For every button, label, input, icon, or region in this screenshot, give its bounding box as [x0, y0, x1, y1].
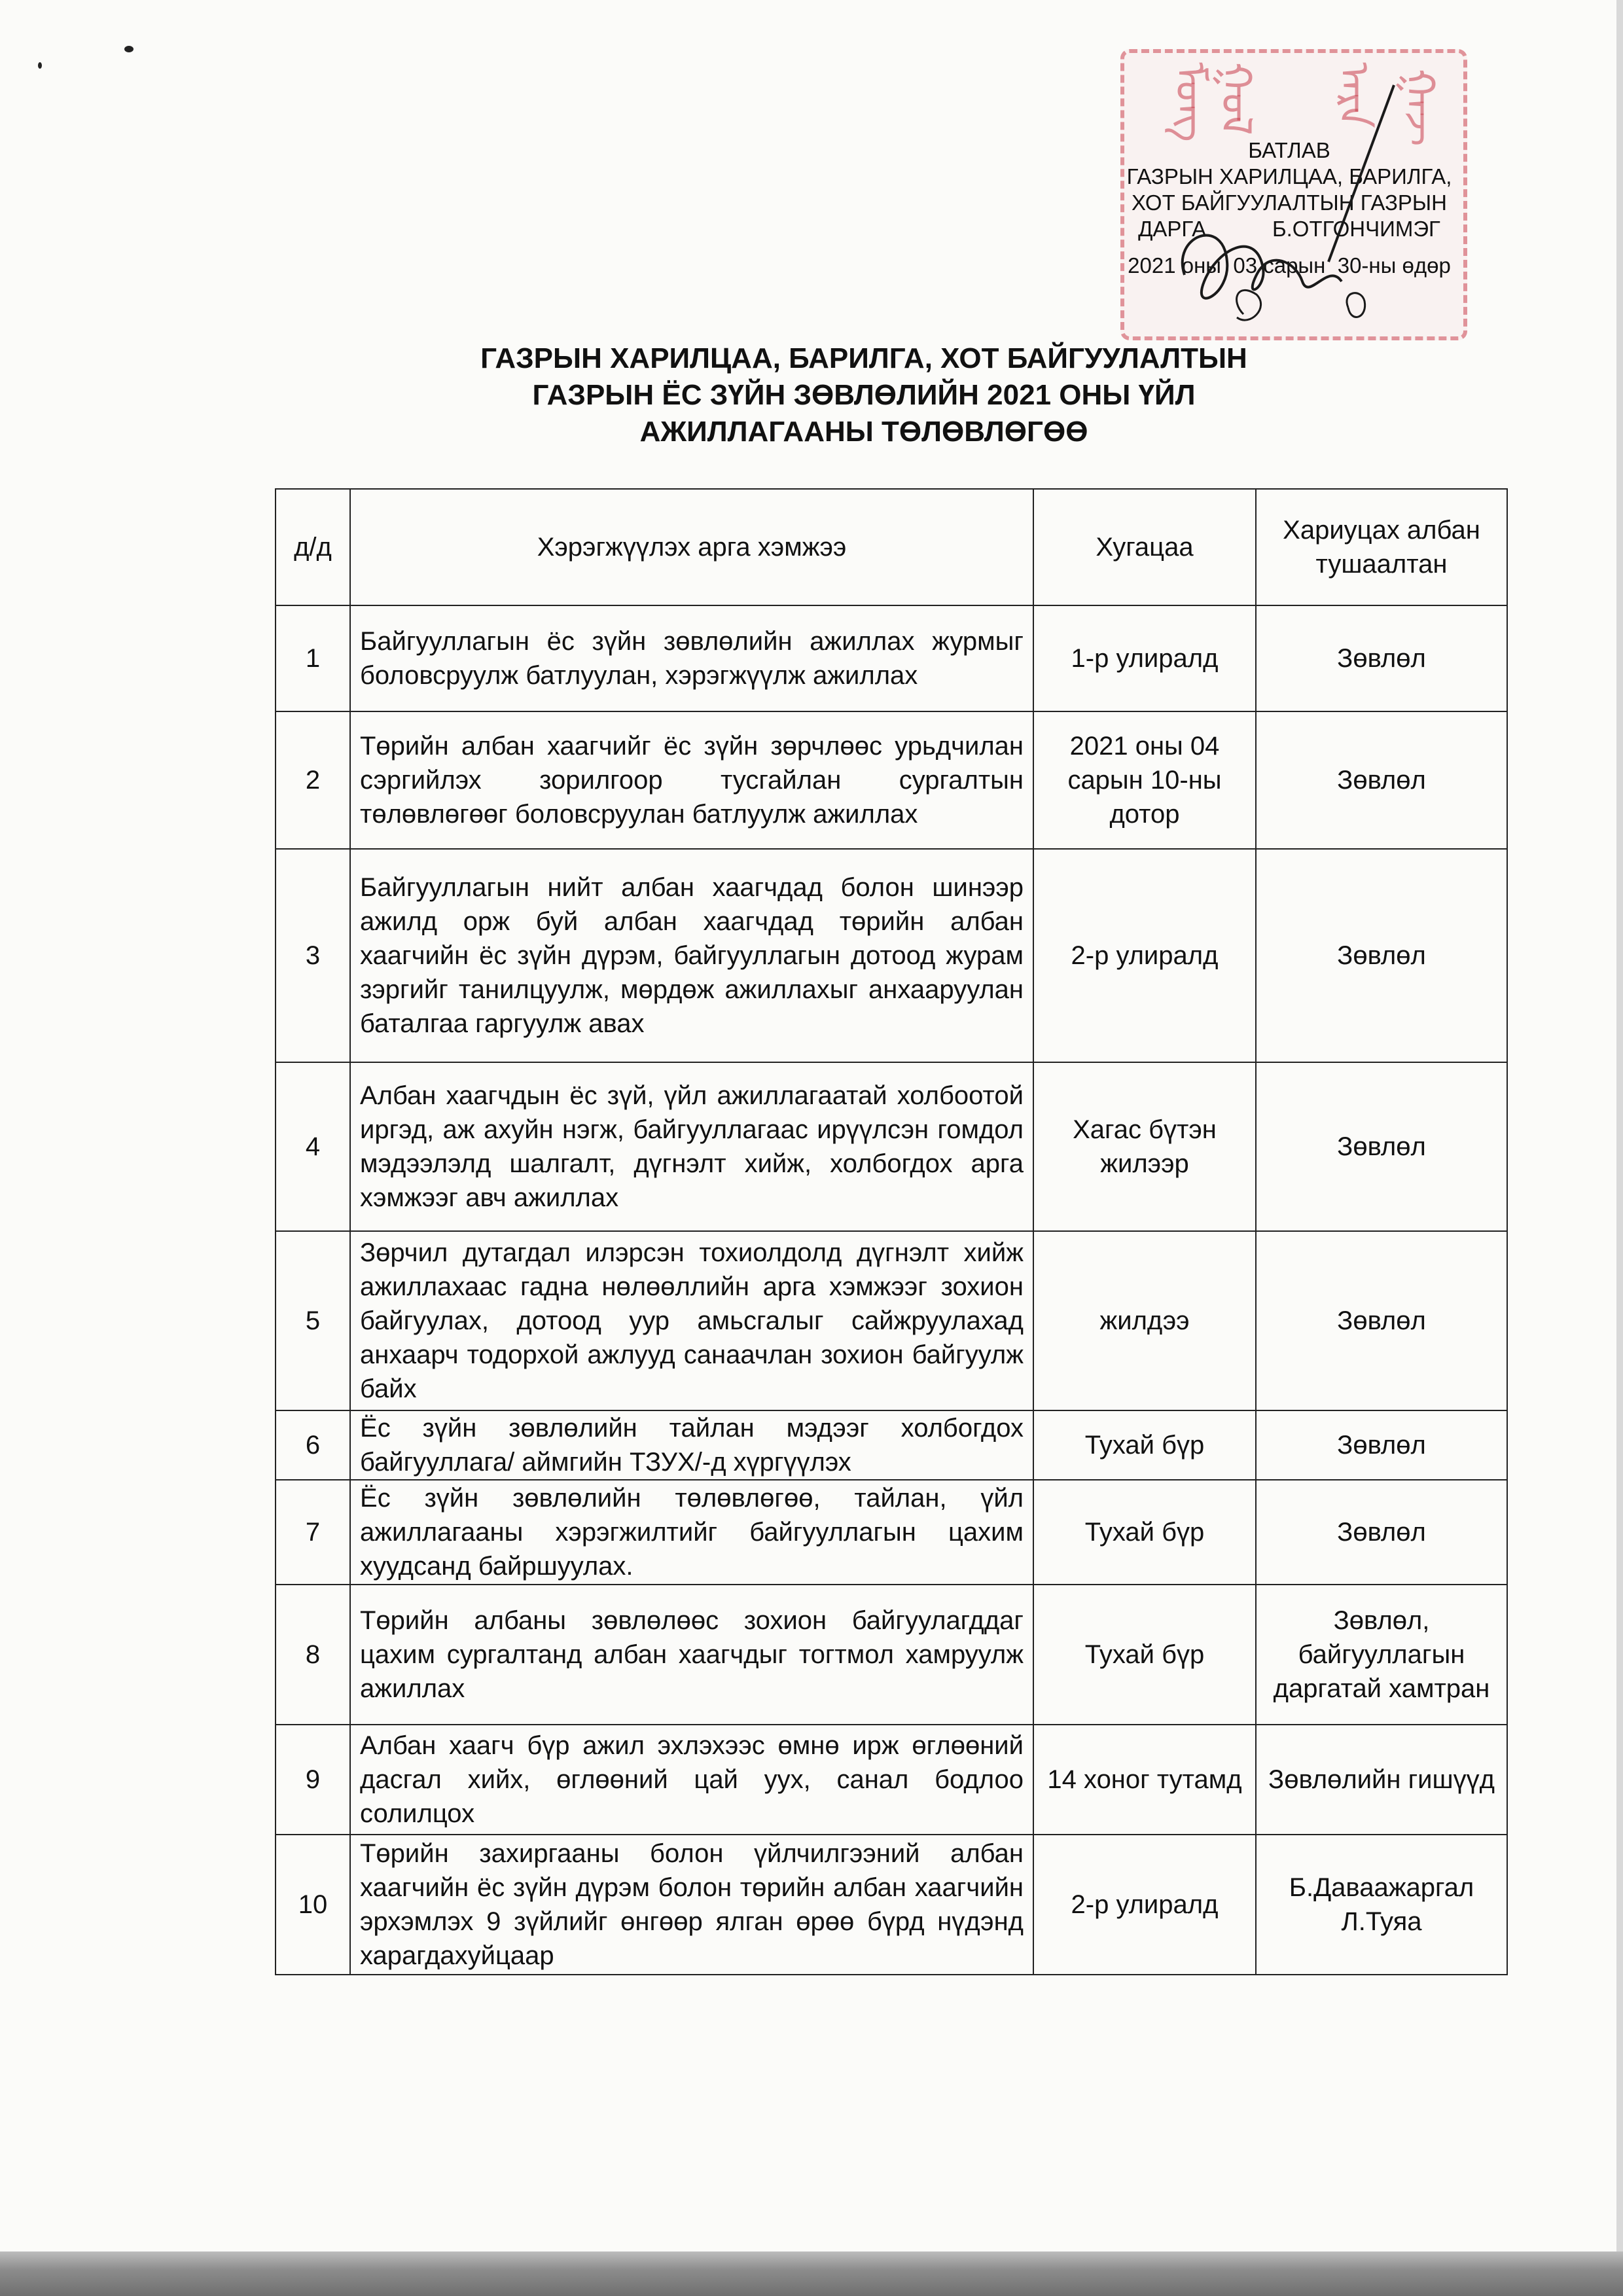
row-responsible: Зөвлөл, байгууллагын даргатай хамтран [1256, 1585, 1507, 1725]
row-action: Албан хаагч бүр ажил эхлэхээс өмнө ирж өглөөний дасгал хийх, өглөөний цай уух, санал бодлоо солилцох [350, 1725, 1033, 1835]
row-action: Байгууллагын ёс зүйн зөвлөлийн ажиллах журмыг боловсруулж батлуулан, хэрэгжүүлж ажиллах [350, 605, 1033, 711]
table-row [276, 711, 1507, 849]
table-row [276, 1062, 1507, 1231]
row-action: Албан хаагчдын ёс зүй, үйл ажиллагаатай холбоотой иргэд, аж ахуйн нэгж, байгууллагаас ирүүлсэн гомдол мэдээлэлд шалгалт, дүгнэлт хийж, холбогдох арга хэмжээг авч ажиллах [350, 1062, 1033, 1231]
row-num: 6 [276, 1410, 350, 1480]
document-title [366, 340, 1361, 450]
row-due: жилдээ [1033, 1231, 1256, 1410]
row-action: Ёс зүйн зөвлөлийн тайлан мэдээг холбогдох байгууллага/ аймгийн ТЗУХ/-д хүргүүлэх [350, 1410, 1033, 1480]
row-responsible: Зөвлөлийн гишүүд [1256, 1725, 1507, 1835]
row-due: 2-р улиралд [1033, 1835, 1256, 1975]
row-num: 10 [276, 1835, 350, 1975]
row-responsible: Зөвлөл [1256, 849, 1507, 1062]
row-num: 3 [276, 849, 350, 1062]
approval-block [1080, 137, 1499, 279]
scan-speck [38, 62, 42, 69]
row-responsible: Зөвлөл [1256, 605, 1507, 711]
row-num: 7 [276, 1480, 350, 1585]
row-due: Тухай бүр [1033, 1585, 1256, 1725]
scan-speck [124, 46, 134, 52]
plan-table [275, 488, 1508, 1975]
scan-edge-right [1616, 0, 1623, 2251]
table-row [276, 605, 1507, 711]
table-row [276, 1480, 1507, 1585]
row-due: Хагас бүтэн жилээр [1033, 1062, 1256, 1231]
row-action: Төрийн албан хаагчийг ёс зүйн зөрчлөөс урьдчилан сэргийлэх зорилгоор тусгайлан сургалтын төлөвлөгөөг боловсруулан батлуулж ажиллах [350, 711, 1033, 849]
approval-signer: ДАРГА Б.ОТГОНЧИМЭГ [1138, 217, 1440, 241]
row-action: Зөрчил дутагдал илэрсэн тохиолдолд дүгнэлт хийж ажиллахаас гадна нөлөөллийн арга хэмжээг зохион байгуулах, дотоод уур амьсгалыг сайжруулахад анхаарч тодорхой ажлууд санаачлан зохион байгуулж байх [350, 1231, 1033, 1410]
row-num: 4 [276, 1062, 350, 1231]
row-action: Ёс зүйн зөвлөлийн төлөвлөгөө, тайлан, үйл ажиллагааны хэрэгжилтийг байгууллагын цахим хуудсанд байршуулах. [350, 1480, 1033, 1585]
row-responsible: Б.Даваажаргал Л.Туяа [1256, 1835, 1507, 1975]
row-action: Төрийн захиргааны болон үйлчилгээний албан хаагчийн ёс зүйн дүрэм болон төрийн албан хаагчийн эрхэмлэх 9 зүйлийг өнгөөр ялган өрөө бүрд нүдэнд харагдахуйцаар [350, 1835, 1033, 1975]
row-num: 8 [276, 1585, 350, 1725]
stamp-script-mark: ᠭᠠᠵ [1395, 69, 1443, 147]
row-responsible: Зөвлөл [1256, 1480, 1507, 1585]
title-line: ГАЗРЫН ХАРИЛЦАА, БАРИЛГА, ХОТ БАЙГУУЛАЛТЫН [480, 342, 1247, 374]
row-action: Байгууллагын нийт албан хаагчдад болон шинээр ажилд орж буй албан хаагчдад төрийн албан хаагчийн ёс зүйн дүрэм, байгууллагын дотоод журам зэргийг танилцуулж, мөрдөж ажиллахыг анхааруулан баталгаа гаргуулж авах [350, 849, 1033, 1062]
row-due: 14 хоног тутамд [1033, 1725, 1256, 1835]
row-num: 2 [276, 711, 350, 849]
table-row [276, 1231, 1507, 1410]
row-num: 9 [276, 1725, 350, 1835]
row-due: 2-р улиралд [1033, 849, 1256, 1062]
header-action: Хэрэгжүүлэх арга хэмжээ [350, 489, 1033, 605]
row-due: Тухай бүр [1033, 1410, 1256, 1480]
header-responsible: Хариуцах албан тушаалтан [1256, 489, 1507, 605]
table-row [276, 1725, 1507, 1835]
title-line: АЖИЛЛАГААНЫ ТӨЛӨВЛӨГӨӨ [639, 416, 1088, 448]
stamp-script-mark: ᠠᠷᠠ [1329, 62, 1378, 128]
row-responsible: Зөвлөл [1256, 1062, 1507, 1231]
row-responsible: Зөвлөл [1256, 1410, 1507, 1480]
row-due: Тухай бүр [1033, 1480, 1256, 1585]
table-row [276, 1410, 1507, 1480]
plan-table-wrapper [275, 488, 1507, 1975]
row-responsible: Зөвлөл [1256, 711, 1507, 849]
table-row [276, 849, 1507, 1062]
row-num: 1 [276, 605, 350, 711]
row-num: 5 [276, 1231, 350, 1410]
row-due: 2021 оны 04 сарын 10-ны дотор [1033, 711, 1256, 849]
stamp-script-mark: ᠮᠣᠩ [1166, 62, 1214, 143]
table-header-row [276, 489, 1507, 605]
approval-line: ХОТ БАЙГУУЛАЛТЫН ГАЗРЫН [1132, 190, 1447, 215]
header-due: Хугацаа [1033, 489, 1256, 605]
header-num: д/д [276, 489, 350, 605]
approval-date: 2021 оны 03 сарын 30-ны өдөр [1128, 253, 1451, 278]
row-action: Төрийн албаны зөвлөлөөс зохион байгуулагддаг цахим сургалтанд албан хаагчдыг тогтмол хамруулж ажиллах [350, 1585, 1033, 1725]
row-due: 1-р улиралд [1033, 605, 1256, 711]
row-responsible: Зөвлөл [1256, 1231, 1507, 1410]
approval-line: ГАЗРЫН ХАРИЛЦАА, БАРИЛГА, [1126, 164, 1452, 188]
table-row [276, 1585, 1507, 1725]
title-line: ГАЗРЫН ЁС ЗҮЙН ЗӨВЛӨЛИЙН 2021 ОНЫ ҮЙЛ [532, 379, 1196, 411]
approval-label: БАТЛАВ [1248, 138, 1330, 162]
stamp-script-mark: ᠭᠣᠯ [1211, 62, 1260, 135]
table-row [276, 1835, 1507, 1975]
scan-edge-bottom [0, 2251, 1623, 2296]
